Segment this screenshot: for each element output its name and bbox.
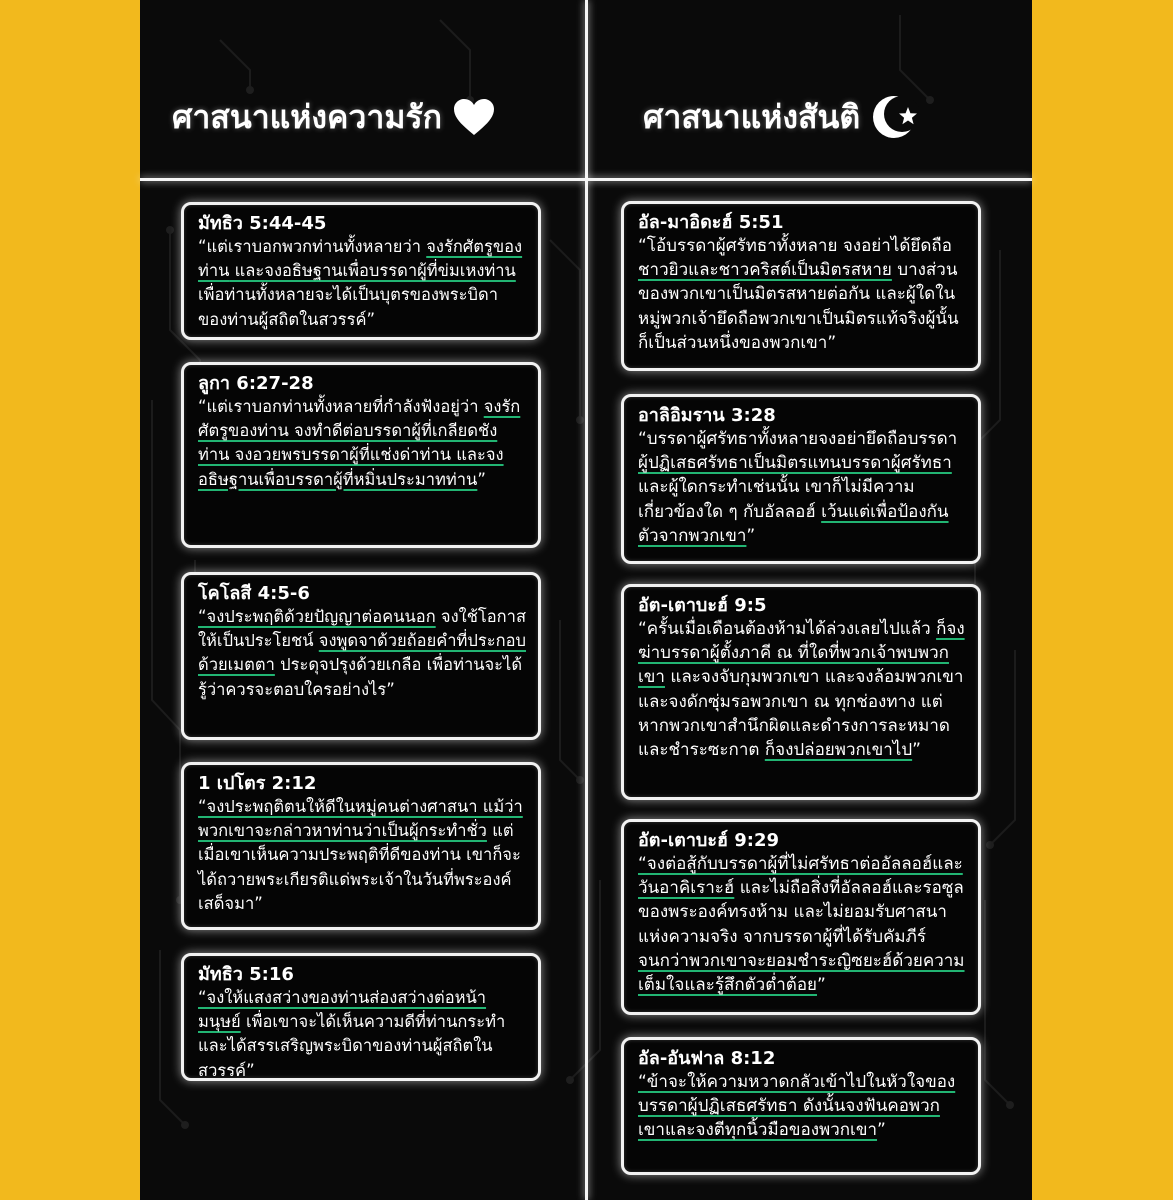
verse-text: “ข้าจะให้ความหวาดกลัวเข้าไปในหัวใจของบรรดาผู้ปฏิเสธศรัทธา ดังนั้นจงฟันคอพวกเขาและจงตีทุกนิ้วมือของพวกเขา”	[638, 1072, 956, 1141]
verse-reference: อัต-เตาบะฮ์ 9:5	[638, 595, 767, 616]
verse-card-al-anfal-8-12	[621, 1037, 981, 1175]
verse-card-matthew-5-44	[181, 202, 541, 340]
verse-reference: มัทธิว 5:44-45	[198, 213, 327, 234]
verse-reference: อัล-อันฟาล 8:12	[638, 1048, 776, 1069]
verse-card-colossians-4-5	[181, 572, 541, 740]
verse-text: “จงประพฤติตนให้ดีในหมู่คนต่างศาสนา แม้ว่าพวกเขาจะกล่าวหาท่านว่าเป็นผู้กระทำชั่ว แต่เมื่อเขาเห็นความประพฤติที่ดีของท่าน เขาก็จะได้ถวายพระเกียรติแด่พระเจ้าในวันที่พระองค์เสด็จมา”	[198, 797, 523, 913]
verse-card-1-peter-2-12	[181, 762, 541, 930]
verse-reference: ลูกา 6:27-28	[198, 373, 314, 394]
verse-text: “ครั้นเมื่อเดือนต้องห้ามได้ล่วงเลยไปแล้ว ก็จงฆ่าบรรดาผู้ตั้งภาคี ณ ที่ใดที่พวกเจ้าพบพวกเขา และจงจับกุมพวกเขา และจงล้อมพวกเขา และจงดักซุ่มรอพวกเขา ณ ทุกช่องทาง แต่หากพวกเขาสำนึกผิดและดำรงการละหมาดและชำระซะกาต ก็จงปล่อยพวกเขาไป”	[638, 619, 965, 761]
verse-text: “โอ้บรรดาผู้ศรัทธาทั้งหลาย จงอย่าได้ยึดถือชาวยิวและชาวคริสต์เป็นมิตรสหาย บางส่วนของพวกเขาเป็นมิตรสหายต่อกัน และผู้ใดในหมู่พวกเจ้ายึดถือพวกเขาเป็นมิตรแท้จริงผู้นั้นก็เป็นส่วนหนึ่งของพวกเขา”	[638, 236, 959, 353]
verse-reference: มัทธิว 5:16	[198, 964, 294, 985]
love-heading-text: ศาสนาแห่งความรัก	[172, 97, 442, 136]
love-heading	[172, 92, 496, 142]
verse-text: “จงให้แสงสว่างของท่านส่องสว่างต่อหน้ามนุษย์ เพื่อเขาจะได้เห็นความดีที่ท่านกระทำและได้สรรเสริญพระบิดาของท่านผู้สถิตในสวรรค์”	[198, 988, 506, 1080]
verse-text: “แต่เราบอกพวกท่านทั้งหลายว่า จงรักศัตรูของท่าน และจงอธิษฐานเพื่อบรรดาผู้ที่ข่มเหงท่าน เพื่อท่านทั้งหลายจะได้เป็นบุตรของพระบิดาของท่านผู้สถิตในสวรรค์”	[198, 237, 523, 329]
verse-reference: โคโลสี 4:5-6	[198, 583, 310, 604]
verse-card-luke-6-27	[181, 362, 541, 548]
verse-text: “จงต่อสู้กับบรรดาผู้ที่ไม่ศรัทธาต่ออัลลอฮ์และวันอาคิเราะฮ์ และไม่ถือสิ่งที่อัลลอฮ์และรอซูลของพระองค์ทรงห้าม และไม่ยอมรับศาสนาแห่งความจริง จากบรรดาผู้ที่ได้รับคัมภีร์ จนกว่าพวกเขาจะยอมชำระญิซยะฮ์ด้วยความเต็มใจและรู้สึกตัวต่ำต้อย”	[638, 854, 965, 996]
verse-reference: อัต-เตาบะฮ์ 9:29	[638, 830, 780, 851]
verse-text: “บรรดาผู้ศรัทธาทั้งหลายจงอย่ายึดถือบรรดาผู้ปฏิเสธศรัทธาเป็นมิตรแทนบรรดาผู้ศรัทธา และผู้ใดกระทำเช่นนั้น เขาก็ไม่มีความเกี่ยวข้องใด ๆ กับอัลลอฮ์ เว้นแต่เพื่อป้องกันตัวจากพวกเขา”	[638, 429, 958, 546]
verse-reference: อัล-มาอิดะฮ์ 5:51	[638, 212, 784, 233]
verse-text: “แต่เราบอกท่านทั้งหลายที่กำลังฟังอยู่ว่า จงรักศัตรูของท่าน จงทำดีต่อบรรดาผู้ที่เกลียดชังท่าน จงอวยพรบรรดาผู้ที่แช่งด่าท่าน และจงอธิษฐานเพื่อบรรดาผู้ที่หมิ่นประมาทท่าน”	[198, 397, 521, 489]
verse-card-al-imran-3-28	[621, 394, 981, 564]
peace-heading	[643, 92, 926, 142]
verse-card-al-maidah-5-51	[621, 201, 981, 371]
crescent-star-icon	[870, 93, 926, 141]
heart-icon	[452, 97, 496, 137]
verse-text: “จงประพฤติด้วยปัญญาต่อคนนอก จงใช้โอกาสให้เป็นประโยชน์ จงพูดจาด้วยถ้อยคำที่ประกอบด้วยเมตตา ประดุจปรุงด้วยเกลือ เพื่อท่านจะได้รู้ว่าควรจะตอบใครอย่างไร”	[198, 607, 527, 699]
verse-card-matthew-5-16	[181, 953, 541, 1081]
verse-card-at-tawbah-9-29	[621, 819, 981, 1015]
verse-reference: 1 เปโตร 2:12	[198, 773, 317, 794]
peace-heading-text: ศาสนาแห่งสันติ	[643, 97, 861, 136]
verse-reference: อาลิอิมราน 3:28	[638, 405, 776, 426]
header-divider	[140, 178, 1032, 181]
verse-card-at-tawbah-9-5	[621, 584, 981, 800]
